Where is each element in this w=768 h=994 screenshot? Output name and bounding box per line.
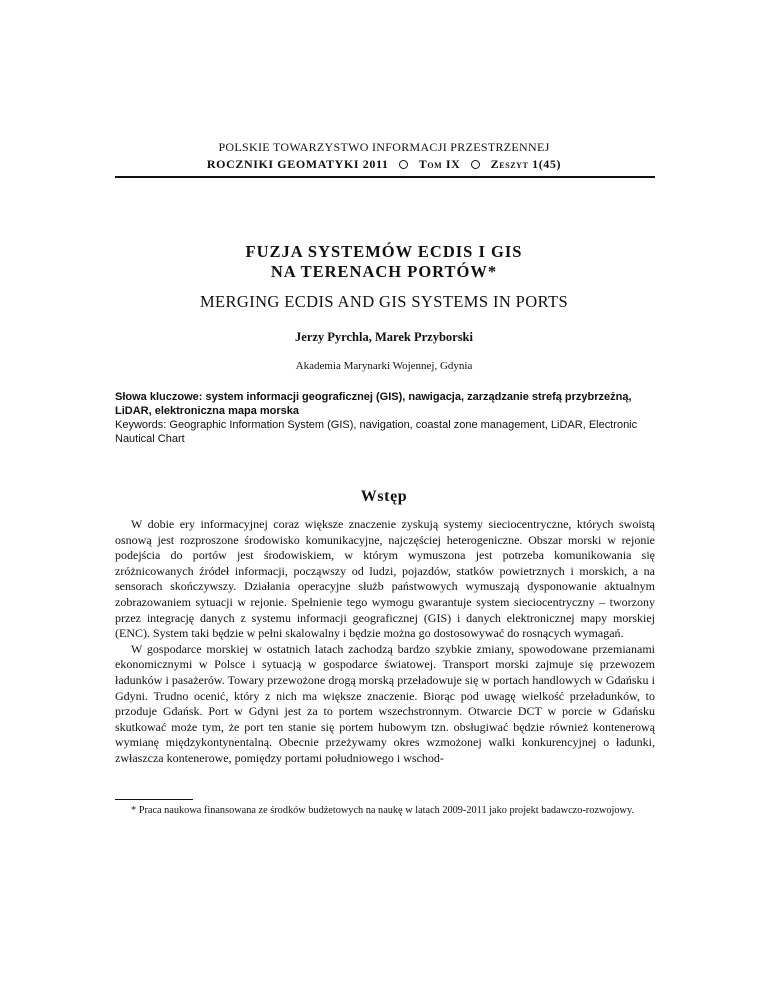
authors: Jerzy Pyrchla, Marek Przyborski [295,330,473,344]
bullet-icon [399,160,408,169]
keywords-english: Keywords: Geographic Information System (GIS), navigation, coastal zone management, LiDAR, Electronic Nautical Chart [115,419,638,445]
footnote-rule [115,799,193,800]
keywords-block [115,390,655,446]
title-polish-line2: NA TERENACH PORTÓW* [270,262,498,281]
issue-label: Zeszyt 1(45) [490,157,562,171]
title-polish-line1: FUZJA SYSTEMÓW ECDIS I GIS [245,242,523,261]
volume-label: Tom IX [418,157,461,171]
body-text [115,517,655,767]
affiliation: Akademia Marynarki Wojennej, Gdynia [295,360,473,372]
section-heading: Wstęp [360,488,408,505]
title-polish [0,242,768,282]
journal-line [0,157,768,172]
society-name: POLSKIE TOWARZYSTWO INFORMACJI PRZESTRZENNEJ [218,140,550,154]
footnote: * Praca naukowa finansowana ze środków budżetowych na naukę w latach 2009-2011 jako projekt badawczo-rozwojowy. [131,805,635,816]
paragraph: W dobie ery informacyjnej coraz większe znaczenie zyskują systemy sieciocentryczne, których swoistą osnową jest rozproszone środowisko komunikacyjne, najczęściej heterogeniczne. Obszar morski w rejonie podejścia do portów jest środowiskiem, w którym wymuszona jest potrzeba komunikowania się zróżnicowanych źródeł informacji, począwszy od ludzi, pojazdów, statków powietrznych i morskich, a na sensorach skończywszy. Działania operacyjne służb państwowych wymuszają dysponowanie aktualnym zobrazowaniem sytuacji w rejonie. Spełnienie tego wymogu gwarantuje system sieciocentryczny – tworzony przez integrację danych z systemu informacji geograficznej (GIS) i danych elektronicznej mapy morskiej (ENC). System taki będzie w pełni skalowalny i będzie można go dostosowywać do rosnących wymagań. [115,517,655,641]
title-english: MERGING ECDIS AND GIS SYSTEMS IN PORTS [199,292,569,311]
bullet-icon [471,160,480,169]
journal-title: ROCZNIKI GEOMATYKI 2011 [206,157,389,171]
header-rule [115,176,655,178]
paragraph: W gospodarce morskiej w ostatnich latach zachodzą bardzo szybkie zmiany, spowodowane przemianami ekonomicznymi w Polsce i sytuacją w gospodarce światowej. Transport morski zajmuje się przewozem ładunków i pasażerów. Towary przewożone drogą morską przeładowuje się w portach handlowych w Gdańsku i Gdyni. Trudno ocenić, który z nich ma większe znaczenie. Biorąc pod uwagę wielkość przeładunków, to przoduje Gdańsk. Port w Gdyni jest za to portem wszechstronnym. Otwarcie DCT w porcie w Gdańsku skutkować może tym, że port ten stanie się portem hubowym tzn. obsługiwać będzie również kontenerową wymianę międzykontynentalną. Obecnie przeżywamy okres wzmożonej walki konkurencyjnej o ładunki, zwłaszcza kontenerowe, pomiędzy portami południowego i wschod- [115,641,655,765]
keywords-polish: Słowa kluczowe: system informacji geograficznej (GIS), nawigacja, zarządzanie strefą przybrzeżną, LiDAR, elektroniczna mapa morska [115,391,632,417]
